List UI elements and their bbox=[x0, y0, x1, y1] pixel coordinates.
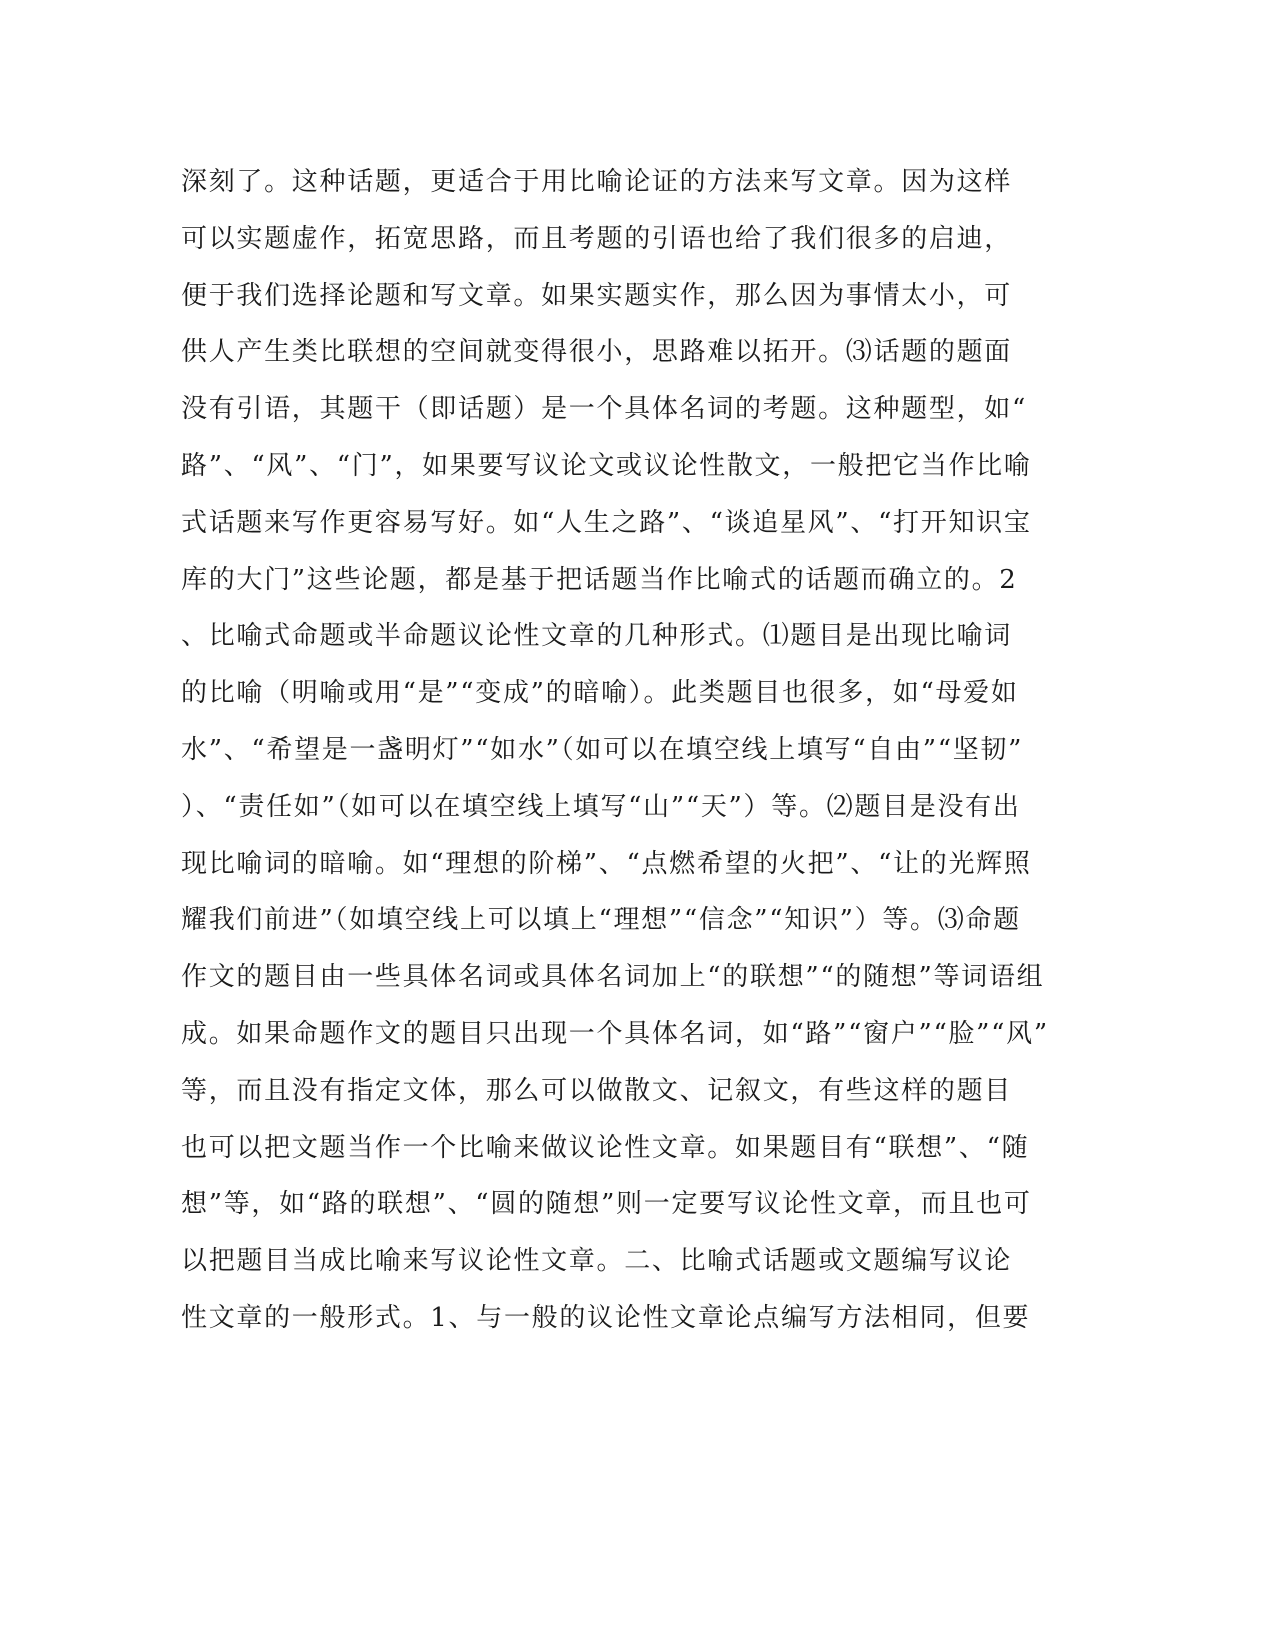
text-line: 水”、“希望是一盏明灯”“如水”（如可以在填空线上填写“自由”“坚韧” bbox=[181, 734, 1024, 765]
text-line: 性文章的一般形式。1、与一般的议论性文章论点编写方法相同，但要 bbox=[181, 1302, 1031, 1333]
text-line: 路”、“风”、“门”，如果要写议论文或议论性散文，一般把它当作比喻 bbox=[181, 450, 1032, 481]
text-line: 等，而且没有指定文体，那么可以做散文、记叙文，有些这样的题目 bbox=[181, 1075, 1013, 1106]
text-line: 没有引语，其题干（即话题）是一个具体名词的考题。这种题型，如“ bbox=[181, 394, 1027, 425]
text-line: 、比喻式命题或半命题议论性文章的几种形式。⑴题目是出现比喻词 bbox=[181, 621, 1013, 652]
text-line: 也可以把文题当作一个比喻来做议论性文章。如果题目有“联想”、“随 bbox=[181, 1132, 1030, 1163]
text-line: 耀我们前进”（如填空线上可以填上“理想”“信念”“知识”）等。⑶命题 bbox=[181, 905, 1021, 936]
text-line: 作文的题目由一些具体名词或具体名词加上“的联想”“的随想”等词语组 bbox=[181, 962, 1045, 993]
text-line: 的比喻（明喻或用“是”“变成”的暗喻）。此类题目也很多，如“母爱如 bbox=[181, 678, 1019, 709]
text-line: 式话题来写作更容易写好。如“人生之路”、“谈追星风”、“打开知识宝 bbox=[181, 507, 1032, 538]
text-line: 便于我们选择论题和写文章。如果实题实作，那么因为事情太小，可 bbox=[181, 280, 1013, 311]
text-line: 供人产生类比联想的空间就变得很小，思路难以拓开。⑶话题的题面 bbox=[181, 337, 1013, 368]
text-line: 想”等，如“路的联想”、“圆的随想”则一定要写议论性文章，而且也可 bbox=[181, 1189, 1032, 1220]
text-line: 以把题目当成比喻来写议论性文章。二、比喻式话题或文题编写议论 bbox=[181, 1246, 1013, 1277]
text-line: 可以实题虚作，拓宽思路，而且考题的引语也给了我们很多的启迪， bbox=[181, 223, 1013, 254]
text-line: 成。如果命题作文的题目只出现一个具体名词，如“路”“窗户”“脸”“风” bbox=[181, 1018, 1049, 1049]
text-line: 深刻了。这种话题，更适合于用比喻论证的方法来写文章。因为这样 bbox=[181, 167, 1013, 197]
text-line: ）、“责任如”（如可以在填空线上填写“山”“天”）等。⑵题目是没有出 bbox=[181, 791, 1021, 822]
text-line: 库的大门”这些论题，都是基于把话题当作比喻式的话题而确立的。2 bbox=[181, 564, 1018, 595]
text-line: 现比喻词的暗喻。如“理想的阶梯”、“点燃希望的火把”、“让的光辉照 bbox=[181, 848, 1032, 879]
body-text bbox=[181, 154, 1049, 1347]
